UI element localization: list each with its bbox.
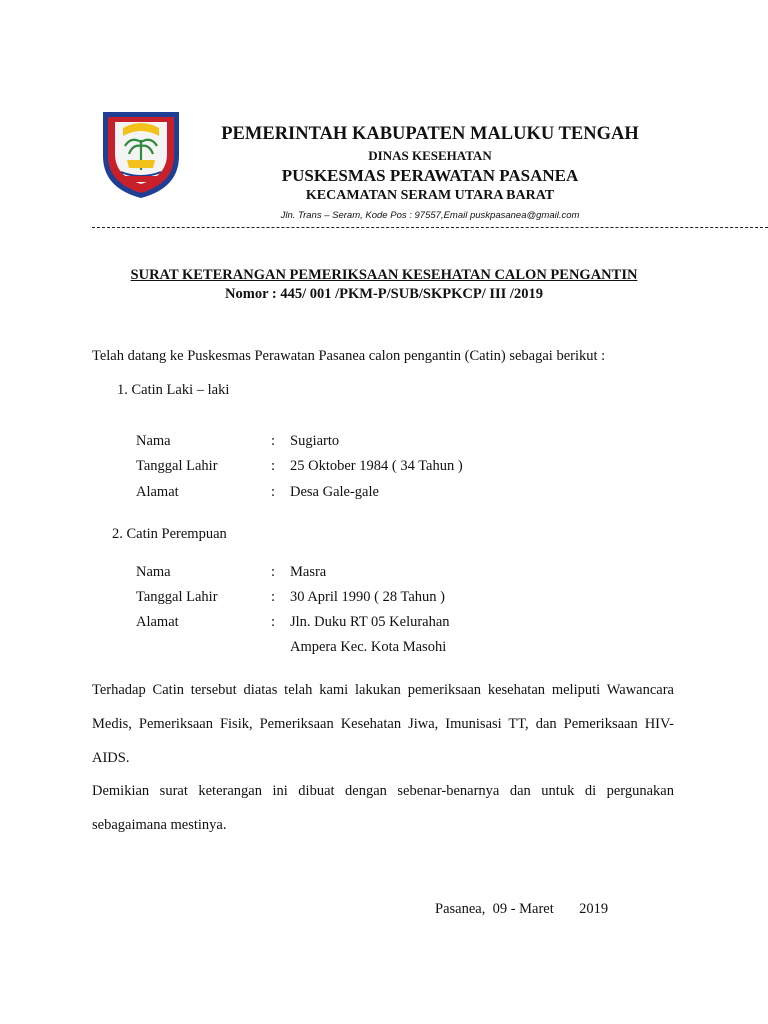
bride-dob-label: Tanggal Lahir [136, 589, 218, 605]
header-government-name: PEMERINTAH KABUPATEN MALUKU TENGAH [221, 124, 639, 144]
body-paragraph-line: Medis, Pemeriksaan Fisik, Pemeriksaan Kesehatan Jiwa, Imunisasi TT, dan Pemeriksaan HIV- [92, 716, 674, 732]
groom-heading: 1. Catin Laki – laki [117, 382, 230, 398]
body-paragraph-line: Terhadap Catin tersebut diatas telah kami lakukan pemeriksaan kesehatan meliputi Wawancara [92, 682, 674, 698]
body-paragraph-line: AIDS. [92, 750, 130, 766]
place-date: Pasanea, 09 - Maret 2019 [435, 901, 609, 917]
bride-address-line2: Ampera Kec. Kota Masohi [290, 639, 447, 655]
bride-address-label: Alamat [136, 614, 179, 630]
bride-heading: 2. Catin Perempuan [112, 526, 227, 542]
bride-name-label: Nama [136, 564, 171, 580]
groom-dob: 25 Oktober 1984 ( 34 Tahun ) [290, 458, 463, 474]
regency-emblem [99, 108, 183, 200]
header-puskesmas: PUSKESMAS PERAWATAN PASANEA [281, 166, 579, 185]
letter-number: Nomor : 445/ 001 /PKM-P/SUB/SKPKCP/ III /2019 [225, 286, 543, 302]
groom-address-label: Alamat [136, 484, 179, 500]
groom-dob-label: Tanggal Lahir [136, 458, 218, 474]
bride-name: Masra [290, 564, 327, 580]
colon: : [271, 458, 276, 474]
colon: : [271, 433, 276, 449]
groom-address: Desa Gale-gale [290, 484, 379, 500]
header-divider [92, 227, 768, 228]
bride-address-line1: Jln. Duku RT 05 Kelurahan [290, 614, 450, 630]
closing-paragraph-line: Demikian surat keterangan ini dibuat dengan sebenar-benarnya dan untuk di pergunakan [92, 783, 674, 799]
colon: : [271, 484, 276, 500]
closing-paragraph-line: sebagaimana mestinya. [92, 817, 227, 833]
colon: : [271, 614, 276, 630]
header-address: Jln. Trans – Seram, Kode Pos : 97557,Email puskpasanea@gmail.com [280, 210, 580, 221]
colon: : [271, 564, 276, 580]
intro-text: Telah datang ke Puskesmas Perawatan Pasanea calon pengantin (Catin) sebagai berikut : [92, 348, 606, 364]
bride-dob: 30 April 1990 ( 28 Tahun ) [290, 589, 445, 605]
colon: : [271, 589, 276, 605]
header-district: KECAMATAN SERAM UTARA BARAT [305, 188, 555, 203]
header-department: DINAS KESEHATAN [368, 148, 492, 163]
letter-title: SURAT KETERANGAN PEMERIKSAAN KESEHATAN CALON PENGANTIN [130, 267, 638, 283]
groom-name: Sugiarto [290, 433, 340, 449]
groom-name-label: Nama [136, 433, 171, 449]
